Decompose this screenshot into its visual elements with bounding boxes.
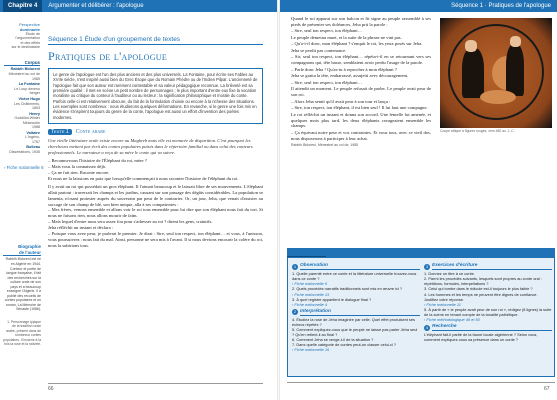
paragraph: Il y avait un roi qui possédait un gros éléphant. Il l'aimait beaucoup et le laissait libre de ses mouvements. L'éléphant allait partout : traversait les champs et les jardins, causant sur son passage des dégâts considérables. La population se lamenta, n'osant protester auprès du souverain par peur de le contrarier. Or, un jour, Jeha, que venait d'assister au saccage de son champ de blé, son bien unique, alla à ses compatriotes : bbox=[48, 183, 263, 207]
fiche-link[interactable]: › Fiche notionnelle 6 bbox=[292, 281, 328, 287]
book-gutter bbox=[277, 0, 280, 400]
perspective-desc: Étude de l'argumentation et des effets sur le destinataire bbox=[11, 32, 40, 50]
text-lead: Une vieille littérature orale existe encore au Maghreb mais elle est menacée de disparition. C'est pourquoi les chercheurs mettent par écrit des contes populaires puisés dans le répertoire familial ou dans celui des conteurs professionnels. Le narrateur a reçu de sa mère le conte qui va suivre. bbox=[48, 137, 253, 155]
fiche-link[interactable]: › Fiche notionnelle 16 bbox=[292, 347, 330, 353]
corpus-item: Rabbih Bidoreni Ménestrel au vol de 1985 bbox=[8, 67, 40, 81]
paragraph: Il attendit un moment. Le peuple refusait de parler. Le peuple avait peur de son roi. bbox=[291, 86, 431, 98]
corpus-item: Voltaire L'Ingénu, 1767 bbox=[25, 130, 40, 144]
sequence-title: Pratiques de l'apologue bbox=[48, 49, 168, 63]
paragraph: Quand le roi apparut sur son balcon et fit signe au peuple rassemblé à ses pieds de présenter ses doléances, Jeha prit la parole : bbox=[291, 16, 431, 27]
corpus-item: Victor Hugo Les Châtiments, 1853 bbox=[14, 96, 40, 111]
question-section-heading: 3 Exercices d'écriture bbox=[424, 263, 552, 270]
left-footer-rule bbox=[48, 383, 263, 384]
sequence-line: Séquence 1 Étude d'un groupement de textes bbox=[48, 36, 263, 45]
text-title: Conte arabe bbox=[75, 128, 106, 135]
left-header-bar bbox=[0, 0, 278, 12]
paragraph: – Mais lequel d'entre nous sera assez fou pour s'adresser au roi ? dirent les gens, craintifs. bbox=[48, 219, 213, 225]
text-badge: Texte 1 bbox=[48, 129, 72, 135]
illustration-caption: Coupe attique à figures rouges, vers 480 av. J.-C. bbox=[440, 129, 515, 133]
question-section-heading: 4 Recherche bbox=[424, 324, 552, 331]
fiche-link-left[interactable]: › Fiche notionnelle 6 bbox=[4, 164, 44, 170]
chapter-title: Argumenter et délibérer : l'apologue bbox=[48, 3, 144, 9]
paragraph: – Sire, seul ton respect, ton éléphant… bbox=[291, 79, 363, 85]
corpus-item: Henry Goddillot-Wilder Mélancolie 1988 bbox=[14, 111, 40, 130]
page-number-right: 67 bbox=[544, 386, 550, 392]
text-heading bbox=[48, 129, 263, 135]
chapter-tab: Chapitre 4 bbox=[3, 0, 42, 12]
right-text-column bbox=[291, 16, 431, 147]
paragraph: Jeha se perdit pas contenance. bbox=[291, 47, 347, 53]
author-biography: Biographie de l'auteur Rabbih Bidoreni est né en Algérie en 1944. Conteur et poète de langue française, il fait des recherches sur la culture orale de son pays et a beaucoup enseigné l'Algérie. Il a publié des recueils de contes populaires et un roman, La Mémoire de Sénaste (1986). bbox=[4, 244, 41, 312]
paragraph: – Reconnu-nous l'histoire de l'Éléphant du roi, mère ? bbox=[48, 157, 147, 163]
sidebar bbox=[4, 22, 44, 170]
questions-header bbox=[287, 248, 555, 257]
question-section-heading: 1 Observation bbox=[292, 263, 420, 270]
fiche-link[interactable]: › Fiche notionnelle 11 bbox=[424, 301, 461, 307]
paragraph: Le peuple demeura muet, et la suite de la phrase ne vint pas. bbox=[291, 34, 402, 40]
page-number-left: 66 bbox=[48, 386, 54, 392]
paragraph: – Ça ne fait rien. Raconte encore. bbox=[48, 169, 110, 175]
left-main-column bbox=[48, 36, 263, 249]
paragraph: – Mes frères, venons ensemble et allons voir le roi tous ensemble pour lui dire que son éléphant nous fait du tort. Si nous ne faisons rien, nous allons mourir de faim. bbox=[48, 207, 263, 219]
paragraph: Et nous ne la laissions en paix que lorsqu'elle commençait à nous raconter l'histoire de l'éléphant du roi. bbox=[48, 175, 239, 181]
footnote: 1. Personnage typique de la tradition orale arabe, présent dans de nombreux contes populaires. Il incarne à la fois la ruse et la naïveté. bbox=[3, 320, 41, 347]
paragraph: – Qu'a-t-il donc, mon éléphant ? s'enquit le roi, les yeux posés sur Jeha. bbox=[291, 41, 423, 47]
paragraph: Jeha réfléchit un instant et déclara : bbox=[48, 225, 114, 231]
questions-left-column: 1 Observation 1. Quelle parenté entre ce conte et la littérature universelle trouvez-vous dans ce conte ? › Fiche notionnelle 6 2. Quels procédés narratifs traditionnels sont mis en œuvre ici ? › Fiche notionnelle 13 3. À quel registre appartient le dialogue final ? › Fiche notionnelle 4 2 Interprétation 4. Étudiez la ruse de Jeha imaginée par celle. Quel effet produisent ses échecs répétés ? 5. Comment expliquez-vous que le peuple ne laisse pas parler Jeha seul ? Qu'en retient-il au final ? 6. Comment Jeha se venge-t-il de la situation ? 7. Dans quelle catégorie de contes peut-on classer celui-ci ? › Fiche notionnelle 16 bbox=[292, 262, 420, 353]
corpus-title: Corpus bbox=[4, 60, 40, 67]
corpus-item: La Fontaine Le Loup devenu berger bbox=[14, 82, 40, 96]
paragraph: Le roi réfléchit un instant et donna son accord. Une femelle fut amenée, et quelques mois plus tard, les deux éléphants ravageaient ensemble les champs. bbox=[291, 111, 431, 129]
fiche-link[interactable]: › Fiche méthodologique 49 et 50 bbox=[424, 316, 480, 322]
paragraph: – Puisque vous avez peur, je parlerai le premier. Je dirai : Sire, seul ton respect, ton éléphant… et vous, à l'unisson, vous poursuivrez : nous fait du mal. Ainsi, personne ne sera mis à l'avant. Il si nous devions encourir la colère du roi, nous la subirions tous. bbox=[48, 231, 263, 249]
right-footer-rule bbox=[287, 382, 555, 383]
paragraph: – Sire, seul ton respect, ton éléphant… bbox=[291, 28, 363, 34]
paragraph: – Alors Jeha sentit qu'il avait peur à son tour et lança : bbox=[291, 98, 391, 104]
questions-panel bbox=[287, 257, 555, 377]
corpus-item: Boileau Dissertations, 1936 bbox=[9, 145, 40, 155]
paragraph: Jeha se gratta la tête, embarrassé, assujetti avec découragement. bbox=[291, 73, 409, 79]
right-running-title: Séquence 1 · Pratiques de l'apologue bbox=[451, 3, 551, 9]
paragraph: – Mais vous la connaissez déjà. bbox=[48, 163, 106, 169]
paragraph: – Sir, seul ton respect, ton éléphant… répéta-t-il en se retournant vers ses compagnons qui, tête basse, semblaient avoir perdu l'usage de la parole. bbox=[291, 54, 431, 66]
fiche-link[interactable]: › Fiche notionnelle 4 bbox=[292, 301, 328, 307]
greek-vase-illustration bbox=[440, 18, 552, 128]
intro-box: Le genre de l'apologue est l'un des plus anciens et des plus universels. La Fontaine, pour écrire ses Fables au XVIIe siècle, s'est inspiré aussi bien du Grec Ésope que du Romain Phèdre ou de l'Indien Pilpaï. L'ancienneté de l'apologue fait que son auteur est rarement contestable et sa valeur pédagogique reconnue. La brièveté est sa première qualité : il met en scène un petit nombre de personnages ; le plus important d'entre eux fixe la vocation moraliste ou critique du conteur à l'auditeur ou au lecteur : la signification philosophique et morale du conte. Parfois celle-ci est relativement obscure, du fait de la formulation choisie ou encore à la richesse des situations. Les exemples sont nombreux : nous étudierons quelques déformations. En revanche, si le genre une fois mis en évidence s'inspirent toujours du genre de la conte, l'apologue est aussi un effort d'invention des poètes modernes. bbox=[48, 68, 263, 124]
paragraph: – Ça équivaut notre peur et vos contraintes. Et vous tous, avec ce vieil dos, nous disposerons à participer à leur achat. bbox=[291, 129, 431, 141]
paragraph: – Parle donc Jeha ! Qu'as-tu à reprocher à mon éléphant ? bbox=[291, 66, 397, 72]
author-credit: Rabbih Bidoreni, Ménestrel au vol de, 1985 bbox=[291, 142, 359, 147]
fiche-link[interactable]: › Fiche notionnelle 13 bbox=[292, 291, 330, 297]
questions-right-column: 3 Exercices d'écriture 1. Donnez un titre à ce conte. 2. Parmi les procédés suivants, lesquels sont propres au conte oral : répétitions, formules, interpellations ? 3. Celui qui tombe dans le ridicule est-il toujours le plus faible ? 4. Les hommes et les temps ne peuvent être dignes de confiance. Justifiez votre réponse. › Fiche notionnelle 11 5. À partir de « le peuple avait peur de son roi », rédigez (8 lignes) la suite de la scène en tenant compte de la tonalité pathétique. › Fiche méthodologique 49 et 50 4 Recherche L'éléphant fait-il partie de la faune locale algérienne ? Selon vous, comment expliquez-vous sa présence dans un conte ? bbox=[424, 263, 552, 343]
corpus-list bbox=[4, 67, 40, 154]
perspective-label: Perspective dominante bbox=[19, 22, 40, 32]
question-section-heading: 2 Interprétation bbox=[292, 309, 420, 316]
paragraph: – Sire, ton respect, ton éléphant, il est bien seul ! Il lui faut une compagne. bbox=[291, 105, 428, 111]
text-body bbox=[48, 158, 263, 250]
right-header-bar bbox=[279, 0, 557, 12]
